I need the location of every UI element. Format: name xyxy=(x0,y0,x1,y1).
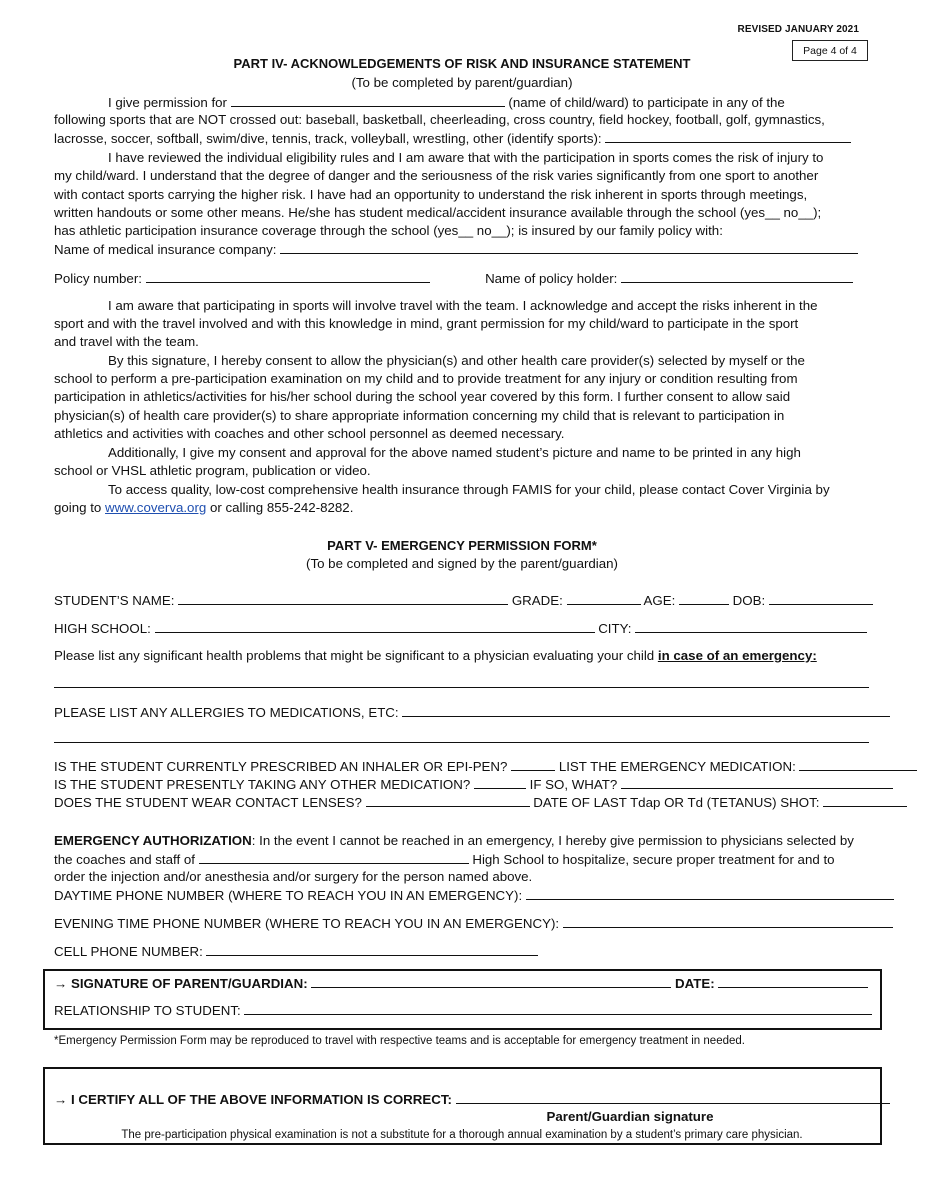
sports-other-label: lacrosse, soccer, softball, swim/dive, tennis, track, volleyball, wrestling, other (identify sports): xyxy=(54,131,602,146)
photo-consent-line-1 xyxy=(54,444,870,462)
travel-line-3: and travel with the team. xyxy=(54,334,199,349)
risk-line-4: written handouts or some other means. He/she has student medical/accident insurance available through the school (yes__ no__); xyxy=(54,205,822,220)
school-line xyxy=(54,619,870,637)
permission-after: (name of child/ward) to participate in any of the xyxy=(508,95,785,110)
city-field[interactable] xyxy=(635,619,867,633)
allergies-field[interactable] xyxy=(402,703,890,717)
relationship-line xyxy=(54,1001,870,1019)
if-so-label: IF SO, WHAT? xyxy=(529,777,618,792)
child-name-field[interactable] xyxy=(231,93,505,107)
if-so-field[interactable] xyxy=(621,775,893,789)
other-med-label: IS THE STUDENT PRESENTLY TAKING ANY OTHER MEDICATION? xyxy=(54,777,471,792)
policy-line xyxy=(54,269,870,287)
high-school-field[interactable] xyxy=(155,619,595,633)
date-label: DATE: xyxy=(675,976,715,991)
consent-line-5: athletics and activities with coaches and other school personnel as deemed necessary. xyxy=(54,426,565,441)
cell-field[interactable] xyxy=(206,942,538,956)
travel-text-1: I am aware that participating in sports will involve travel with the team. I acknowledge and accept the risks inherent in the xyxy=(108,298,818,313)
risk-line-1 xyxy=(54,149,870,167)
auth-text-2a: the coaches and staff of xyxy=(54,852,195,867)
dob-label: DOB: xyxy=(732,593,766,608)
sports-line: following sports that are NOT crossed out: baseball, basketball, cheerleading, cross country, field hockey, football, golf, gymnastics, xyxy=(54,112,825,127)
signature-label: → SIGNATURE OF PARENT/GUARDIAN: xyxy=(54,976,308,991)
revised-date: REVISED JANUARY 2021 xyxy=(737,24,859,35)
contacts-field[interactable] xyxy=(366,793,530,807)
signature-line xyxy=(54,974,870,992)
travel-line-2: sport and with the travel involved and with this knowledge in mind, grant permission for my child/ward to participate in the sport xyxy=(54,316,799,331)
consent-line-4: physician(s) of health care provider(s) to share appropriate information concerning my child that is relevant to participation in xyxy=(54,408,785,423)
allergies-field-2[interactable] xyxy=(54,728,869,743)
contacts-line xyxy=(54,793,870,811)
certify-signature-field[interactable] xyxy=(456,1090,890,1104)
consent-text-1: By this signature, I hereby consent to allow the physician(s) and other health care provider(s) selected by myself or the xyxy=(108,353,805,368)
permission-label: I give permission for xyxy=(108,95,227,110)
auth-line-3: order the injection and/or anesthesia and/or surgery for the person named above. xyxy=(54,869,533,884)
evening-field[interactable] xyxy=(563,914,893,928)
contacts-label: DOES THE STUDENT WEAR CONTACT LENSES? xyxy=(54,795,362,810)
policy-holder-field[interactable] xyxy=(621,269,853,283)
allergies-label: PLEASE LIST ANY ALLERGIES TO MEDICATIONS, ETC: xyxy=(54,705,399,720)
inhaler-line xyxy=(54,757,870,775)
auth-line-2 xyxy=(54,850,870,868)
health-problems-text: Please list any significant health problems that might be significant to a physician evaluating your child xyxy=(54,648,655,663)
allergies-line xyxy=(54,703,870,721)
insurance-company-line xyxy=(54,240,870,258)
high-school-label: HIGH SCHOOL: xyxy=(54,621,151,636)
part5-subtitle: (To be completed and signed by the parent/guardian) xyxy=(306,556,618,571)
photo-consent-line-2: school or VHSL athletic program, publication or video. xyxy=(54,463,371,478)
insurance-company-label: Name of medical insurance company: xyxy=(54,242,277,257)
student-info-line xyxy=(54,591,870,609)
part4-subtitle: (To be completed by parent/guardian) xyxy=(351,75,573,90)
sports-other-line xyxy=(54,129,870,147)
dob-field[interactable] xyxy=(769,591,873,605)
evening-label: EVENING TIME PHONE NUMBER (WHERE TO REACH YOU IN AN EMERGENCY): xyxy=(54,916,560,931)
part4-title: PART IV- ACKNOWLEDGEMENTS OF RISK AND INSURANCE STATEMENT xyxy=(233,56,691,71)
health-problems-emphasis: in case of an emergency: xyxy=(657,648,817,663)
page-number: Page 4 of 4 xyxy=(803,44,857,57)
policy-holder-label: Name of policy holder: xyxy=(485,271,618,286)
student-name-field[interactable] xyxy=(178,591,508,605)
auth-text-1: : In the event I cannot be reached in an emergency, I hereby give permission to physicians selected by xyxy=(251,833,854,848)
auth-text-2b: High School to hospitalize, secure proper treatment for and to xyxy=(472,852,835,867)
part5-title: PART V- EMERGENCY PERMISSION FORM* xyxy=(327,538,597,553)
coverva-link[interactable]: www.coverva.org xyxy=(105,500,207,515)
policy-number-label: Policy number: xyxy=(54,271,142,286)
daytime-field[interactable] xyxy=(526,886,894,900)
age-label: AGE: xyxy=(643,593,676,608)
evening-line xyxy=(54,914,870,932)
other-med-line xyxy=(54,775,870,793)
permission-line xyxy=(54,93,870,111)
signature-field[interactable] xyxy=(311,974,671,988)
photo-consent-text-1: Additionally, I give my consent and approval for the above named student’s picture and name to be printed in any high xyxy=(108,445,801,460)
tdap-field[interactable] xyxy=(823,793,907,807)
certify-label: → I CERTIFY ALL OF THE ABOVE INFORMATION IS CORRECT: xyxy=(54,1092,452,1107)
risk-line-3: with contact sports carrying the higher risk. I have had an opportunity to understand the risk inherent in sports through meetings, xyxy=(54,187,808,202)
relationship-field[interactable] xyxy=(244,1001,872,1015)
date-field[interactable] xyxy=(718,974,868,988)
other-med-field[interactable] xyxy=(474,775,526,789)
consent-line-1 xyxy=(54,352,870,370)
famis-text-1: To access quality, low-cost comprehensive health insurance through FAMIS for your child, please contact Cover Virginia by xyxy=(108,482,830,497)
famis-line-1 xyxy=(54,481,870,499)
auth-school-field[interactable] xyxy=(199,850,469,864)
relationship-label: RELATIONSHIP TO STUDENT: xyxy=(54,1003,241,1018)
insurance-company-field[interactable] xyxy=(280,240,858,254)
emergency-med-label: LIST THE EMERGENCY MEDICATION: xyxy=(558,759,796,774)
city-label: CITY: xyxy=(598,621,632,636)
tdap-label: DATE OF LAST Tdap OR Td (TETANUS) SHOT: xyxy=(533,795,820,810)
cell-label: CELL PHONE NUMBER: xyxy=(54,944,203,959)
consent-line-3: participation in athletics/activities for his/her school during the school year covered by this form. I further consent to allow said xyxy=(54,389,791,404)
risk-text-1: I have reviewed the individual eligibility rules and I am aware that with the participation in sports comes the risk of injury to xyxy=(108,150,824,165)
famis-line-2 xyxy=(54,499,870,517)
cell-line xyxy=(54,942,870,960)
travel-line-1 xyxy=(54,297,870,315)
certify-note: The pre-participation physical examination is not a substitute for a thorough annual examination by a student’s primary care physician. xyxy=(121,1129,803,1141)
auth-bold: EMERGENCY AUTHORIZATION xyxy=(54,833,252,848)
famis-phone: or calling 855-242-8282. xyxy=(209,500,354,515)
inhaler-label: IS THE STUDENT CURRENTLY PRESCRIBED AN INHALER OR EPI-PEN? xyxy=(54,759,508,774)
health-problems-field[interactable] xyxy=(54,673,869,688)
daytime-line xyxy=(54,886,870,904)
consent-line-2: school to perform a pre-participation examination on my child and to provide treatment for any injury or condition resulting from xyxy=(54,371,798,386)
student-name-label: STUDENT’S NAME: xyxy=(54,593,175,608)
health-problems-line xyxy=(54,647,870,665)
certify-sig-caption: Parent/Guardian signature xyxy=(546,1109,714,1124)
certify-line xyxy=(54,1090,870,1108)
famis-going-to: going to xyxy=(54,500,102,515)
auth-line-1 xyxy=(54,832,870,850)
policy-number-field[interactable] xyxy=(146,269,430,283)
daytime-label: DAYTIME PHONE NUMBER (WHERE TO REACH YOU IN AN EMERGENCY): xyxy=(54,888,523,903)
emergency-med-field[interactable] xyxy=(799,757,917,771)
inhaler-field[interactable] xyxy=(511,757,555,771)
risk-line-5: has athletic participation insurance coverage through the school (yes__ no__); is insured by our family policy with: xyxy=(54,223,723,238)
grade-label: GRADE: xyxy=(511,593,563,608)
footnote: *Emergency Permission Form may be reproduced to travel with respective teams and is acceptable for emergency treatment in needed. xyxy=(54,1035,745,1047)
other-sports-field[interactable] xyxy=(605,129,851,143)
risk-line-2: my child/ward. I understand that the degree of danger and the seriousness of the risk varies significantly from one sport to another xyxy=(54,168,819,183)
grade-field[interactable] xyxy=(567,591,641,605)
age-field[interactable] xyxy=(679,591,729,605)
